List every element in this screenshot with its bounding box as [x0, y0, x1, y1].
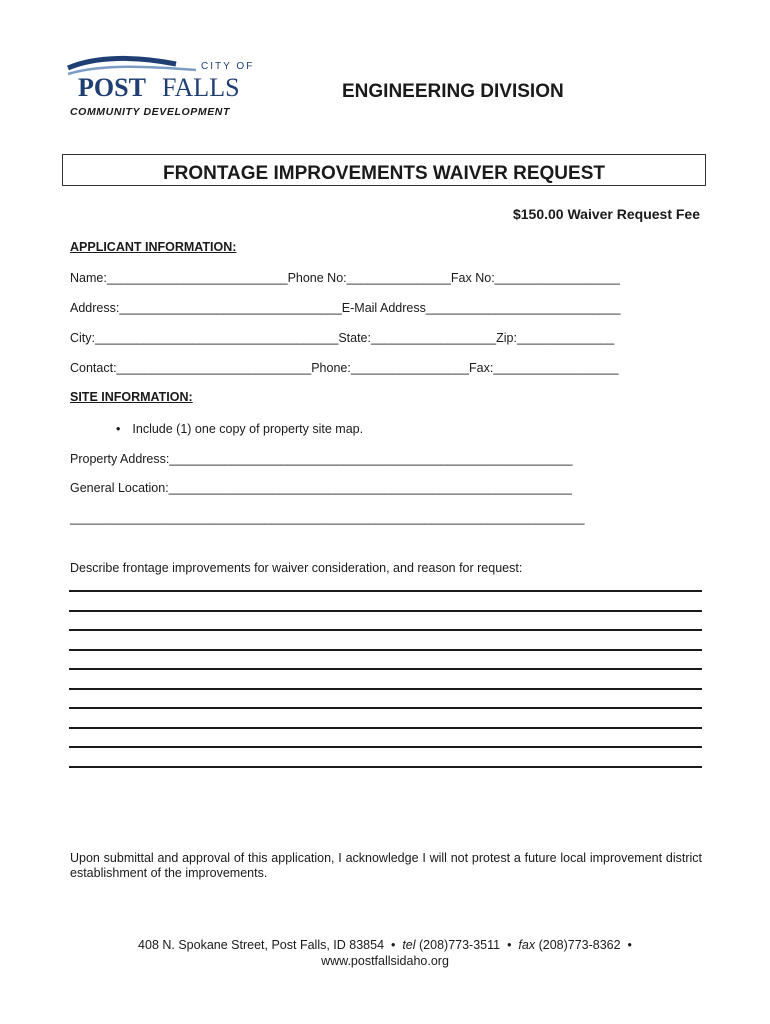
footer-website[interactable]: www.postfallsidaho.org [321, 954, 449, 968]
logo-falls: FALLS [162, 73, 240, 102]
writing-line[interactable] [69, 688, 702, 690]
footer-tel: (208)773-3511 [419, 938, 501, 952]
form-title: FRONTAGE IMPROVEMENTS WAIVER REQUEST [163, 163, 605, 184]
footer-fax-label: fax [518, 938, 536, 952]
form-title-box [62, 154, 706, 186]
general-location-field[interactable]: General Location:__________________________________________________________ [70, 481, 572, 495]
applicant-row-address[interactable]: Address:________________________________E-Mail Address____________________________ [70, 301, 621, 315]
division-heading: ENGINEERING DIVISION [342, 81, 564, 102]
property-address-field[interactable]: Property Address:__________________________________________________________ [70, 452, 573, 466]
writing-line[interactable] [69, 766, 702, 768]
writing-line[interactable] [69, 707, 702, 709]
logo-city-of: CITY OF [201, 61, 255, 72]
writing-line[interactable] [69, 668, 702, 670]
description-lines[interactable] [69, 590, 702, 785]
footer-contact-line [0, 937, 770, 953]
general-location-continuation[interactable]: __________________________________________________________________________ [70, 511, 585, 525]
bullet-icon: • [116, 422, 121, 436]
logo-graphic [66, 54, 266, 104]
writing-line[interactable] [69, 746, 702, 748]
footer-fax: (208)773-8362 [538, 938, 621, 952]
describe-prompt: Describe frontage improvements for waiver consideration, and reason for request: [70, 561, 523, 575]
footer-separator: • [627, 938, 632, 952]
site-map-text: Include (1) one copy of property site map. [132, 422, 364, 436]
community-development-label: COMMUNITY DEVELOPMENT [70, 106, 230, 118]
applicant-information-heading: APPLICANT INFORMATION: [70, 240, 237, 254]
site-map-bullet [116, 422, 363, 436]
writing-line[interactable] [69, 629, 702, 631]
acknowledgement-text: Upon submittal and approval of this application, I acknowledge I will not protest a future local improvement district establishment of the improvements. [70, 851, 702, 880]
waiver-fee: $150.00 Waiver Request Fee [512, 206, 700, 222]
applicant-row-name[interactable]: Name:__________________________Phone No:_______________Fax No:__________________ [70, 271, 620, 285]
site-information-heading: SITE INFORMATION: [70, 390, 193, 404]
writing-line[interactable] [69, 649, 702, 651]
logo-post: POST [78, 73, 146, 102]
writing-line[interactable] [69, 590, 702, 592]
footer-tel-label: tel [402, 938, 416, 952]
applicant-row-city[interactable]: City:___________________________________State:__________________Zip:______________ [70, 331, 615, 345]
footer-separator: • [507, 938, 512, 952]
writing-line[interactable] [69, 727, 702, 729]
city-logo [66, 54, 266, 104]
footer-address: 408 N. Spokane Street, Post Falls, ID 83854 [138, 938, 385, 952]
footer [0, 937, 770, 969]
writing-line[interactable] [69, 610, 702, 612]
footer-separator: • [390, 938, 396, 952]
applicant-row-contact[interactable]: Contact:____________________________Phone:_________________Fax:__________________ [70, 361, 619, 375]
